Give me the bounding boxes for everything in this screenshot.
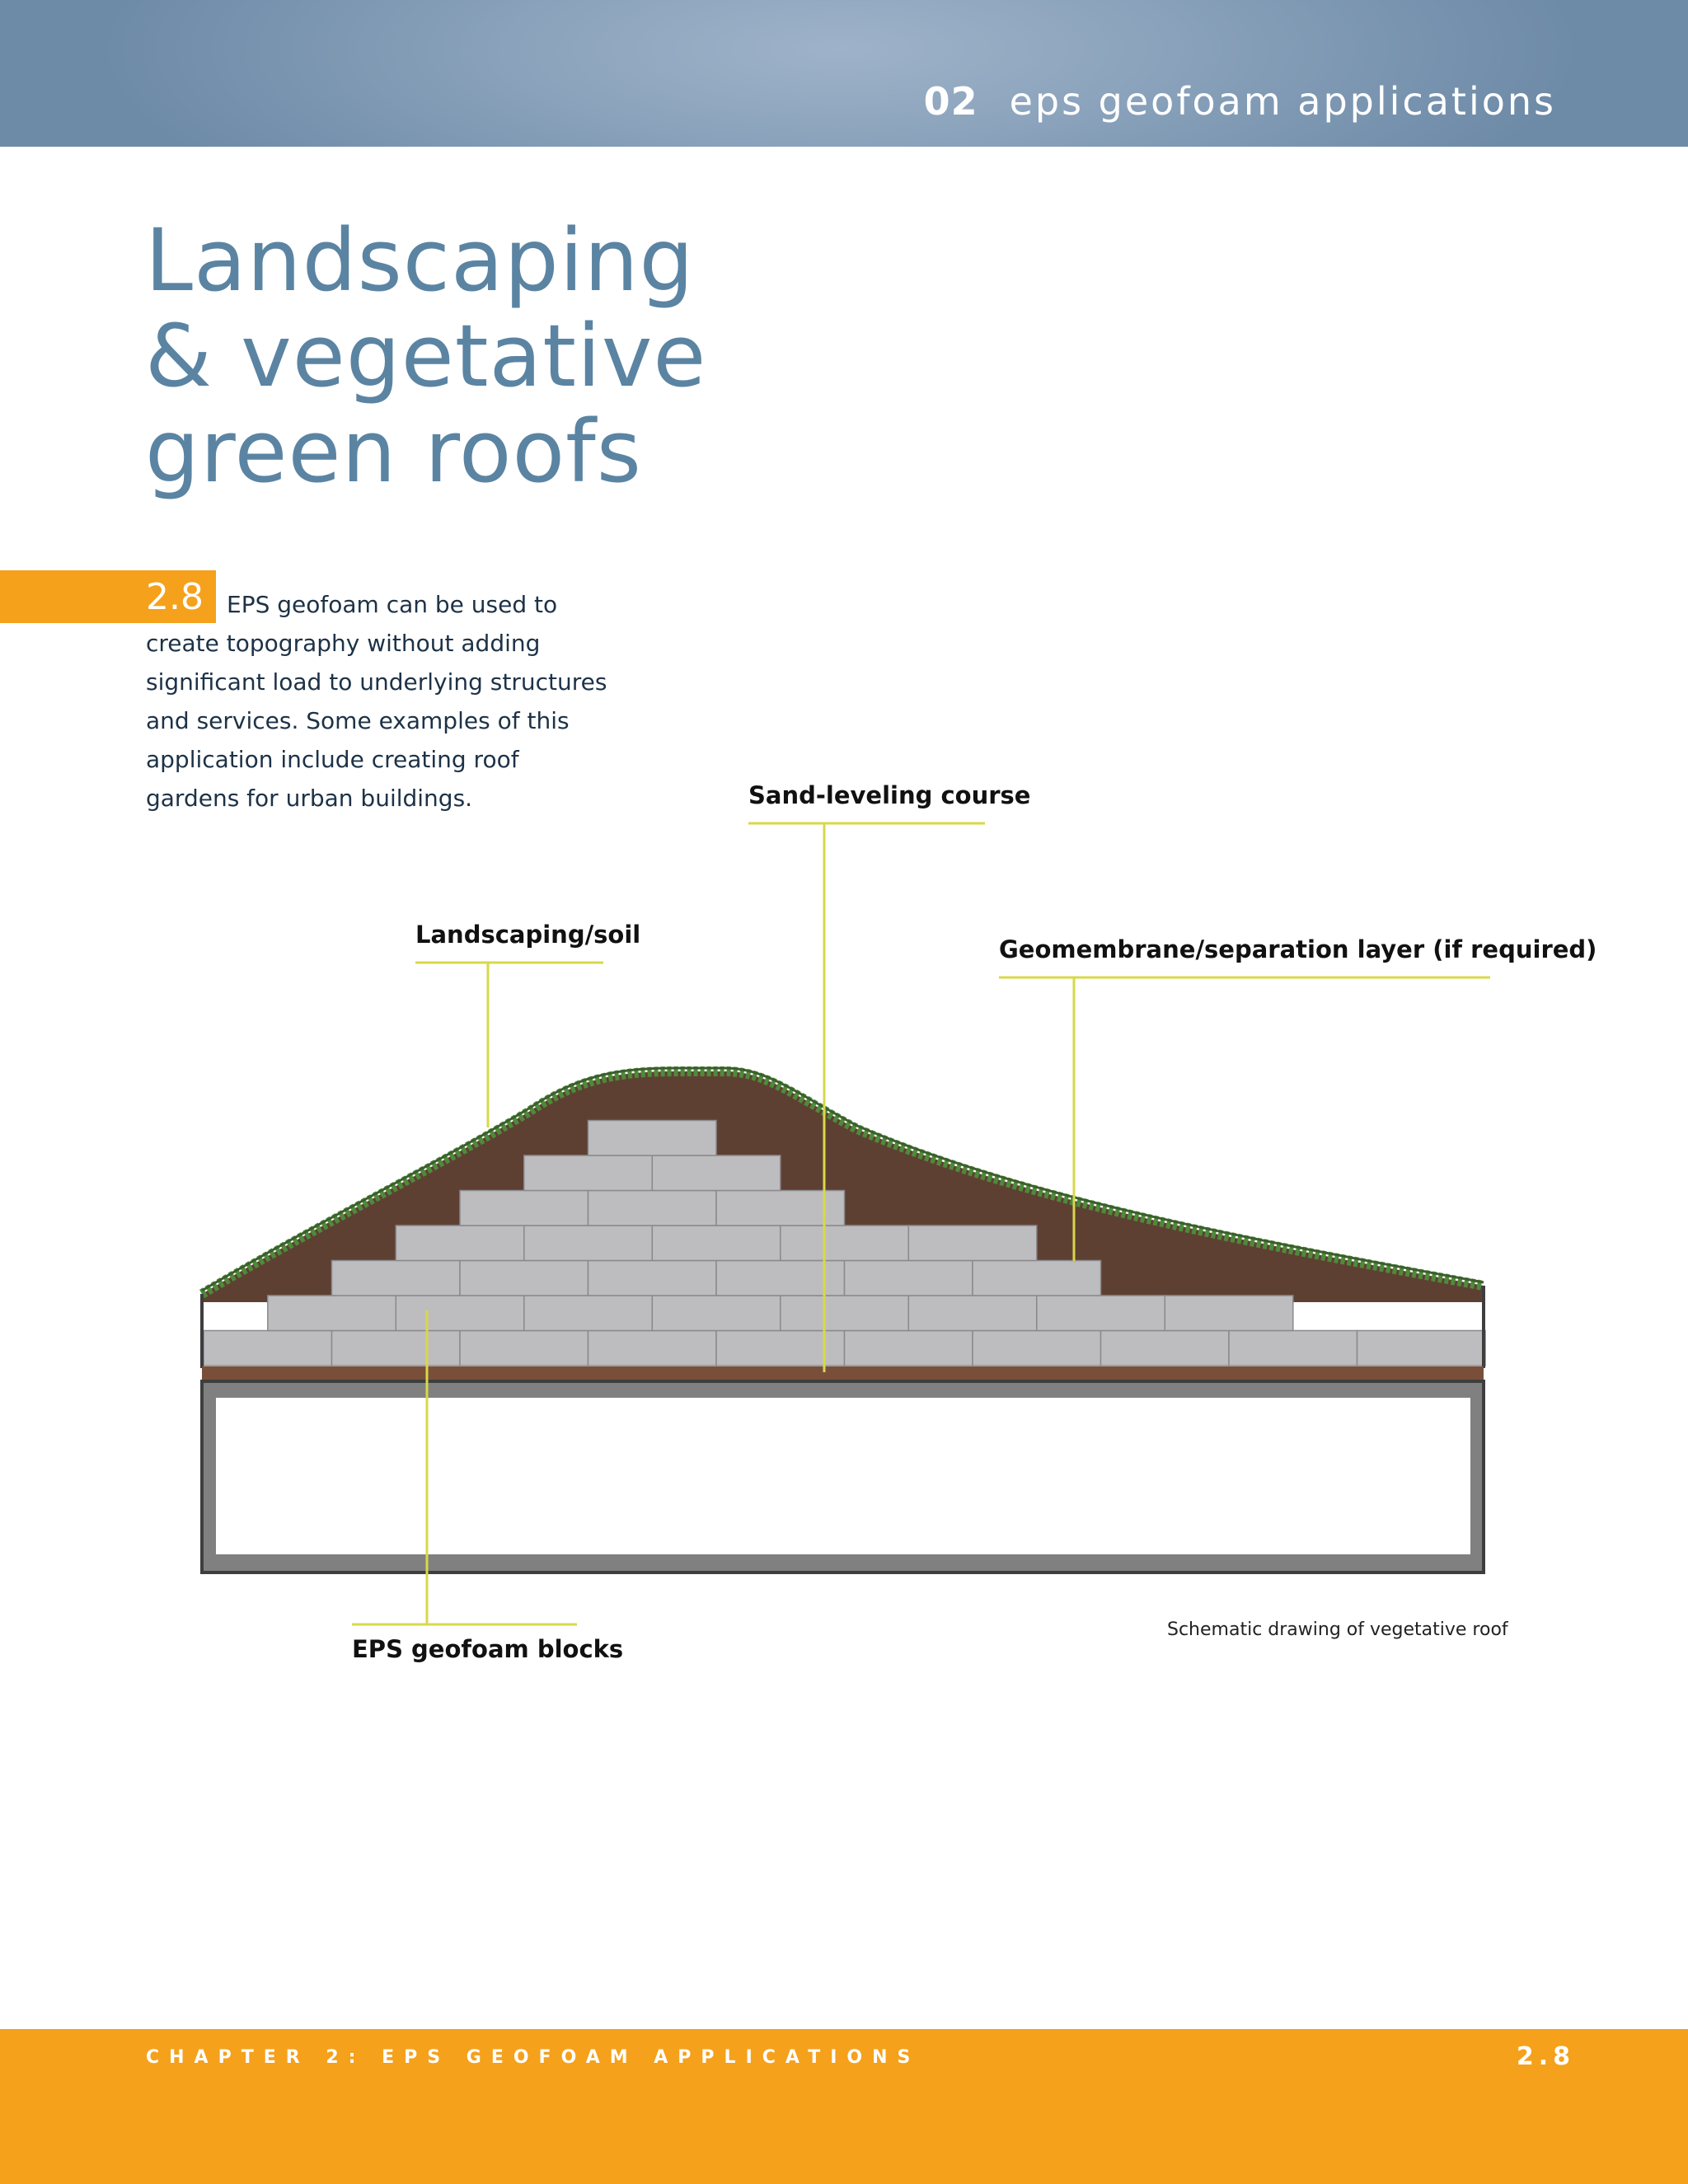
eps-block xyxy=(588,1331,717,1366)
eps-block xyxy=(652,1155,781,1191)
footer-page-number: 2.8 xyxy=(1516,2042,1575,2071)
eps-block xyxy=(460,1191,588,1226)
eps-block xyxy=(588,1191,717,1226)
eps-block xyxy=(588,1121,717,1156)
eps-block xyxy=(652,1226,781,1261)
eps-block xyxy=(268,1296,396,1331)
eps-block xyxy=(1165,1296,1293,1331)
eps-block xyxy=(396,1296,524,1331)
eps-block xyxy=(781,1226,909,1261)
label-eps-blocks: EPS geofoam blocks xyxy=(352,1635,624,1663)
eps-block xyxy=(332,1261,461,1296)
eps-block xyxy=(1101,1331,1230,1366)
container-right-edge xyxy=(1482,1286,1485,1368)
eps-block xyxy=(845,1331,973,1366)
eps-block xyxy=(524,1226,653,1261)
page-title: Landscaping & vegetative green roofs xyxy=(145,210,707,502)
eps-block xyxy=(524,1155,653,1191)
label-sand-leveling: Sand-leveling course xyxy=(748,781,1031,809)
label-geomembrane: Geomembrane/separation layer (if required) xyxy=(999,935,1597,963)
eps-block xyxy=(908,1296,1037,1331)
chapter-number: 02 xyxy=(923,79,978,124)
eps-block xyxy=(460,1331,588,1366)
eps-block xyxy=(908,1226,1037,1261)
eps-block xyxy=(781,1296,909,1331)
roof-slab-interior xyxy=(216,1398,1470,1554)
container-left-edge xyxy=(200,1294,204,1368)
eps-block xyxy=(652,1296,781,1331)
section-number: 2.8 xyxy=(146,576,204,618)
eps-block xyxy=(396,1226,524,1261)
eps-block xyxy=(460,1261,588,1296)
eps-block xyxy=(1357,1331,1486,1366)
eps-block xyxy=(588,1261,717,1296)
eps-block xyxy=(1229,1331,1357,1366)
label-landscaping-soil: Landscaping/soil xyxy=(415,921,641,949)
eps-block xyxy=(204,1331,332,1366)
footer-chapter: CHAPTER 2: EPS GEOFOAM APPLICATIONS xyxy=(146,2047,921,2068)
eps-block xyxy=(524,1296,653,1331)
diagram-caption: Schematic drawing of vegetative roof xyxy=(1167,1619,1508,1640)
eps-block xyxy=(845,1261,973,1296)
chapter-title: eps geofoam applications xyxy=(1009,79,1556,124)
eps-block xyxy=(973,1331,1101,1366)
eps-block xyxy=(332,1331,461,1366)
section-intro-text: EPS geofoam can be used to create topography without adding significant load to underlying structures and services. Some examples of this application include creating roof gardens for urban buildings. xyxy=(146,591,607,812)
eps-block xyxy=(973,1261,1101,1296)
eps-block xyxy=(1037,1296,1165,1331)
sand-leveling-layer xyxy=(202,1366,1484,1381)
